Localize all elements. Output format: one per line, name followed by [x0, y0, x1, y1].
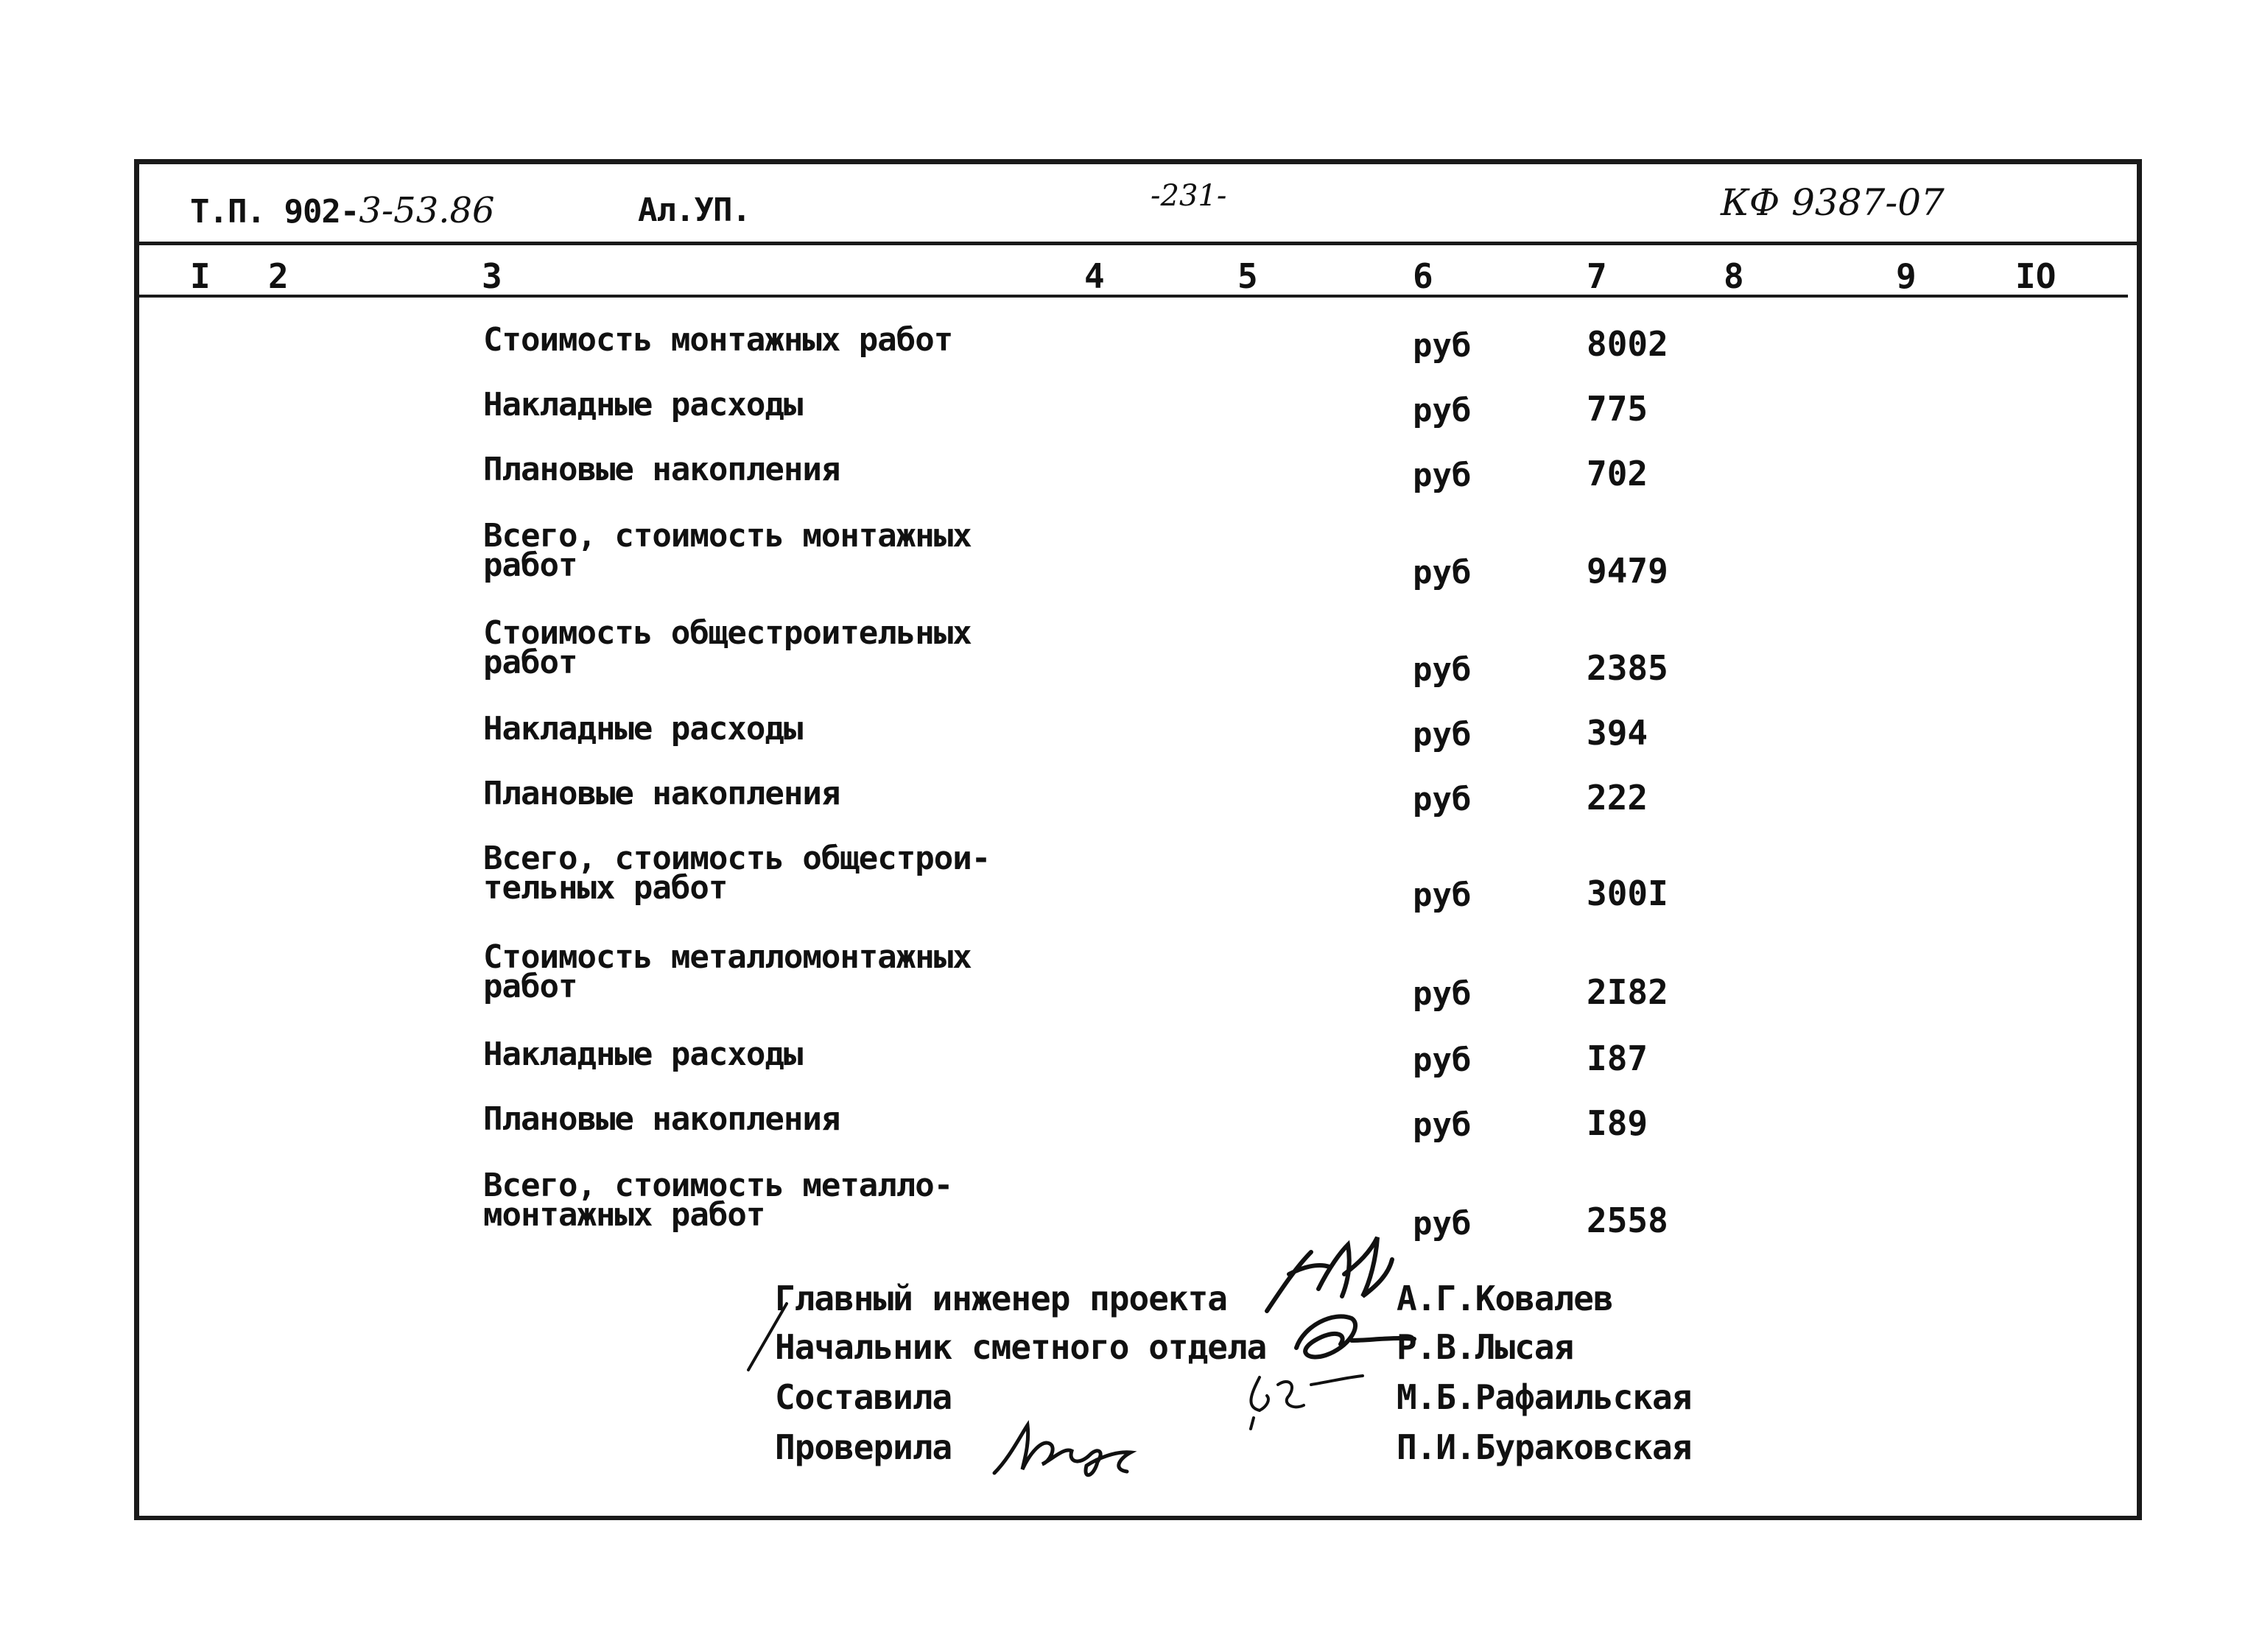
row-value: 222: [1587, 778, 1648, 818]
row-unit: руб: [1413, 554, 1472, 591]
signature-name: П.И.Бураковская: [1397, 1427, 1692, 1467]
column-number-4: 4: [1084, 256, 1105, 296]
row-value: 300I: [1587, 874, 1668, 913]
column-header-divider: [139, 295, 2128, 298]
row-value: 2I82: [1587, 972, 1668, 1012]
column-number-1: I: [190, 256, 211, 296]
header-divider: [139, 242, 2137, 245]
row-unit: руб: [1413, 392, 1472, 429]
row-label: Всего, стоимость общестрои- тельных работ: [483, 840, 991, 907]
signature-role: Проверила: [775, 1427, 952, 1467]
column-number-8: 8: [1724, 256, 1744, 296]
row-label: Стоимость монтажных работ: [483, 321, 953, 359]
row-label: Всего, стоимость монтажных работ: [483, 517, 972, 584]
signature-role: Главный инженер проекта: [775, 1279, 1227, 1318]
row-value: 775: [1587, 389, 1648, 429]
signature-name: А.Г.Ковалев: [1397, 1279, 1613, 1318]
row-unit: руб: [1413, 651, 1472, 689]
initials-stroke-left: [742, 1296, 794, 1377]
column-number-3: 3: [482, 256, 502, 296]
handwritten-signature-checker: [987, 1407, 1164, 1488]
column-number-5: 5: [1237, 256, 1258, 296]
row-label: Стоимость общестроительных работ: [483, 614, 972, 681]
row-value: 2385: [1587, 648, 1668, 688]
row-label: Накладные расходы: [483, 710, 803, 748]
handwritten-signature-compiler: [1237, 1355, 1370, 1436]
row-value: I87: [1587, 1038, 1648, 1078]
column-number-6: 6: [1413, 256, 1433, 296]
row-value: I89: [1587, 1103, 1648, 1143]
row-label: Всего, стоимость металло- монтажных работ: [483, 1167, 953, 1234]
row-value: 8002: [1587, 324, 1668, 364]
row-label: Плановые накопления: [483, 775, 840, 812]
signature-name: М.Б.Рафаильская: [1397, 1377, 1692, 1417]
row-unit: руб: [1413, 1041, 1472, 1079]
column-number-9: 9: [1896, 256, 1917, 296]
row-unit: руб: [1413, 975, 1472, 1013]
project-code-handwritten: 3-53.86: [359, 190, 495, 231]
row-value: 394: [1587, 713, 1648, 753]
row-unit: руб: [1413, 781, 1472, 818]
signature-name: Р.В.Лысая: [1397, 1327, 1574, 1367]
column-number-7: 7: [1587, 256, 1607, 296]
row-value: 2558: [1587, 1201, 1668, 1240]
row-value: 702: [1587, 454, 1648, 493]
row-label: Стоимость металломонтажных работ: [483, 938, 972, 1005]
row-label: Накладные расходы: [483, 386, 803, 423]
page-number: -231-: [1151, 179, 1227, 213]
project-code: [190, 190, 495, 231]
row-unit: руб: [1413, 1205, 1472, 1242]
signature-role: Начальник сметного отдела: [775, 1327, 1267, 1367]
row-label: Накладные расходы: [483, 1036, 803, 1073]
project-code-printed: Т.П. 902-: [190, 193, 359, 231]
album-label: Ал.УП.: [638, 191, 751, 229]
column-number-10: IO: [2015, 256, 2056, 296]
row-label: Плановые накопления: [483, 1100, 840, 1138]
row-unit: руб: [1413, 457, 1472, 494]
row-label: Плановые накопления: [483, 451, 840, 488]
signature-role: Составила: [775, 1377, 952, 1417]
row-unit: руб: [1413, 1106, 1472, 1144]
row-unit: руб: [1413, 716, 1472, 753]
row-unit: руб: [1413, 876, 1472, 914]
row-unit: руб: [1413, 327, 1472, 365]
column-number-2: 2: [268, 256, 289, 296]
row-value: 9479: [1587, 551, 1668, 591]
archive-code: КФ 9387-07: [1721, 181, 1945, 224]
